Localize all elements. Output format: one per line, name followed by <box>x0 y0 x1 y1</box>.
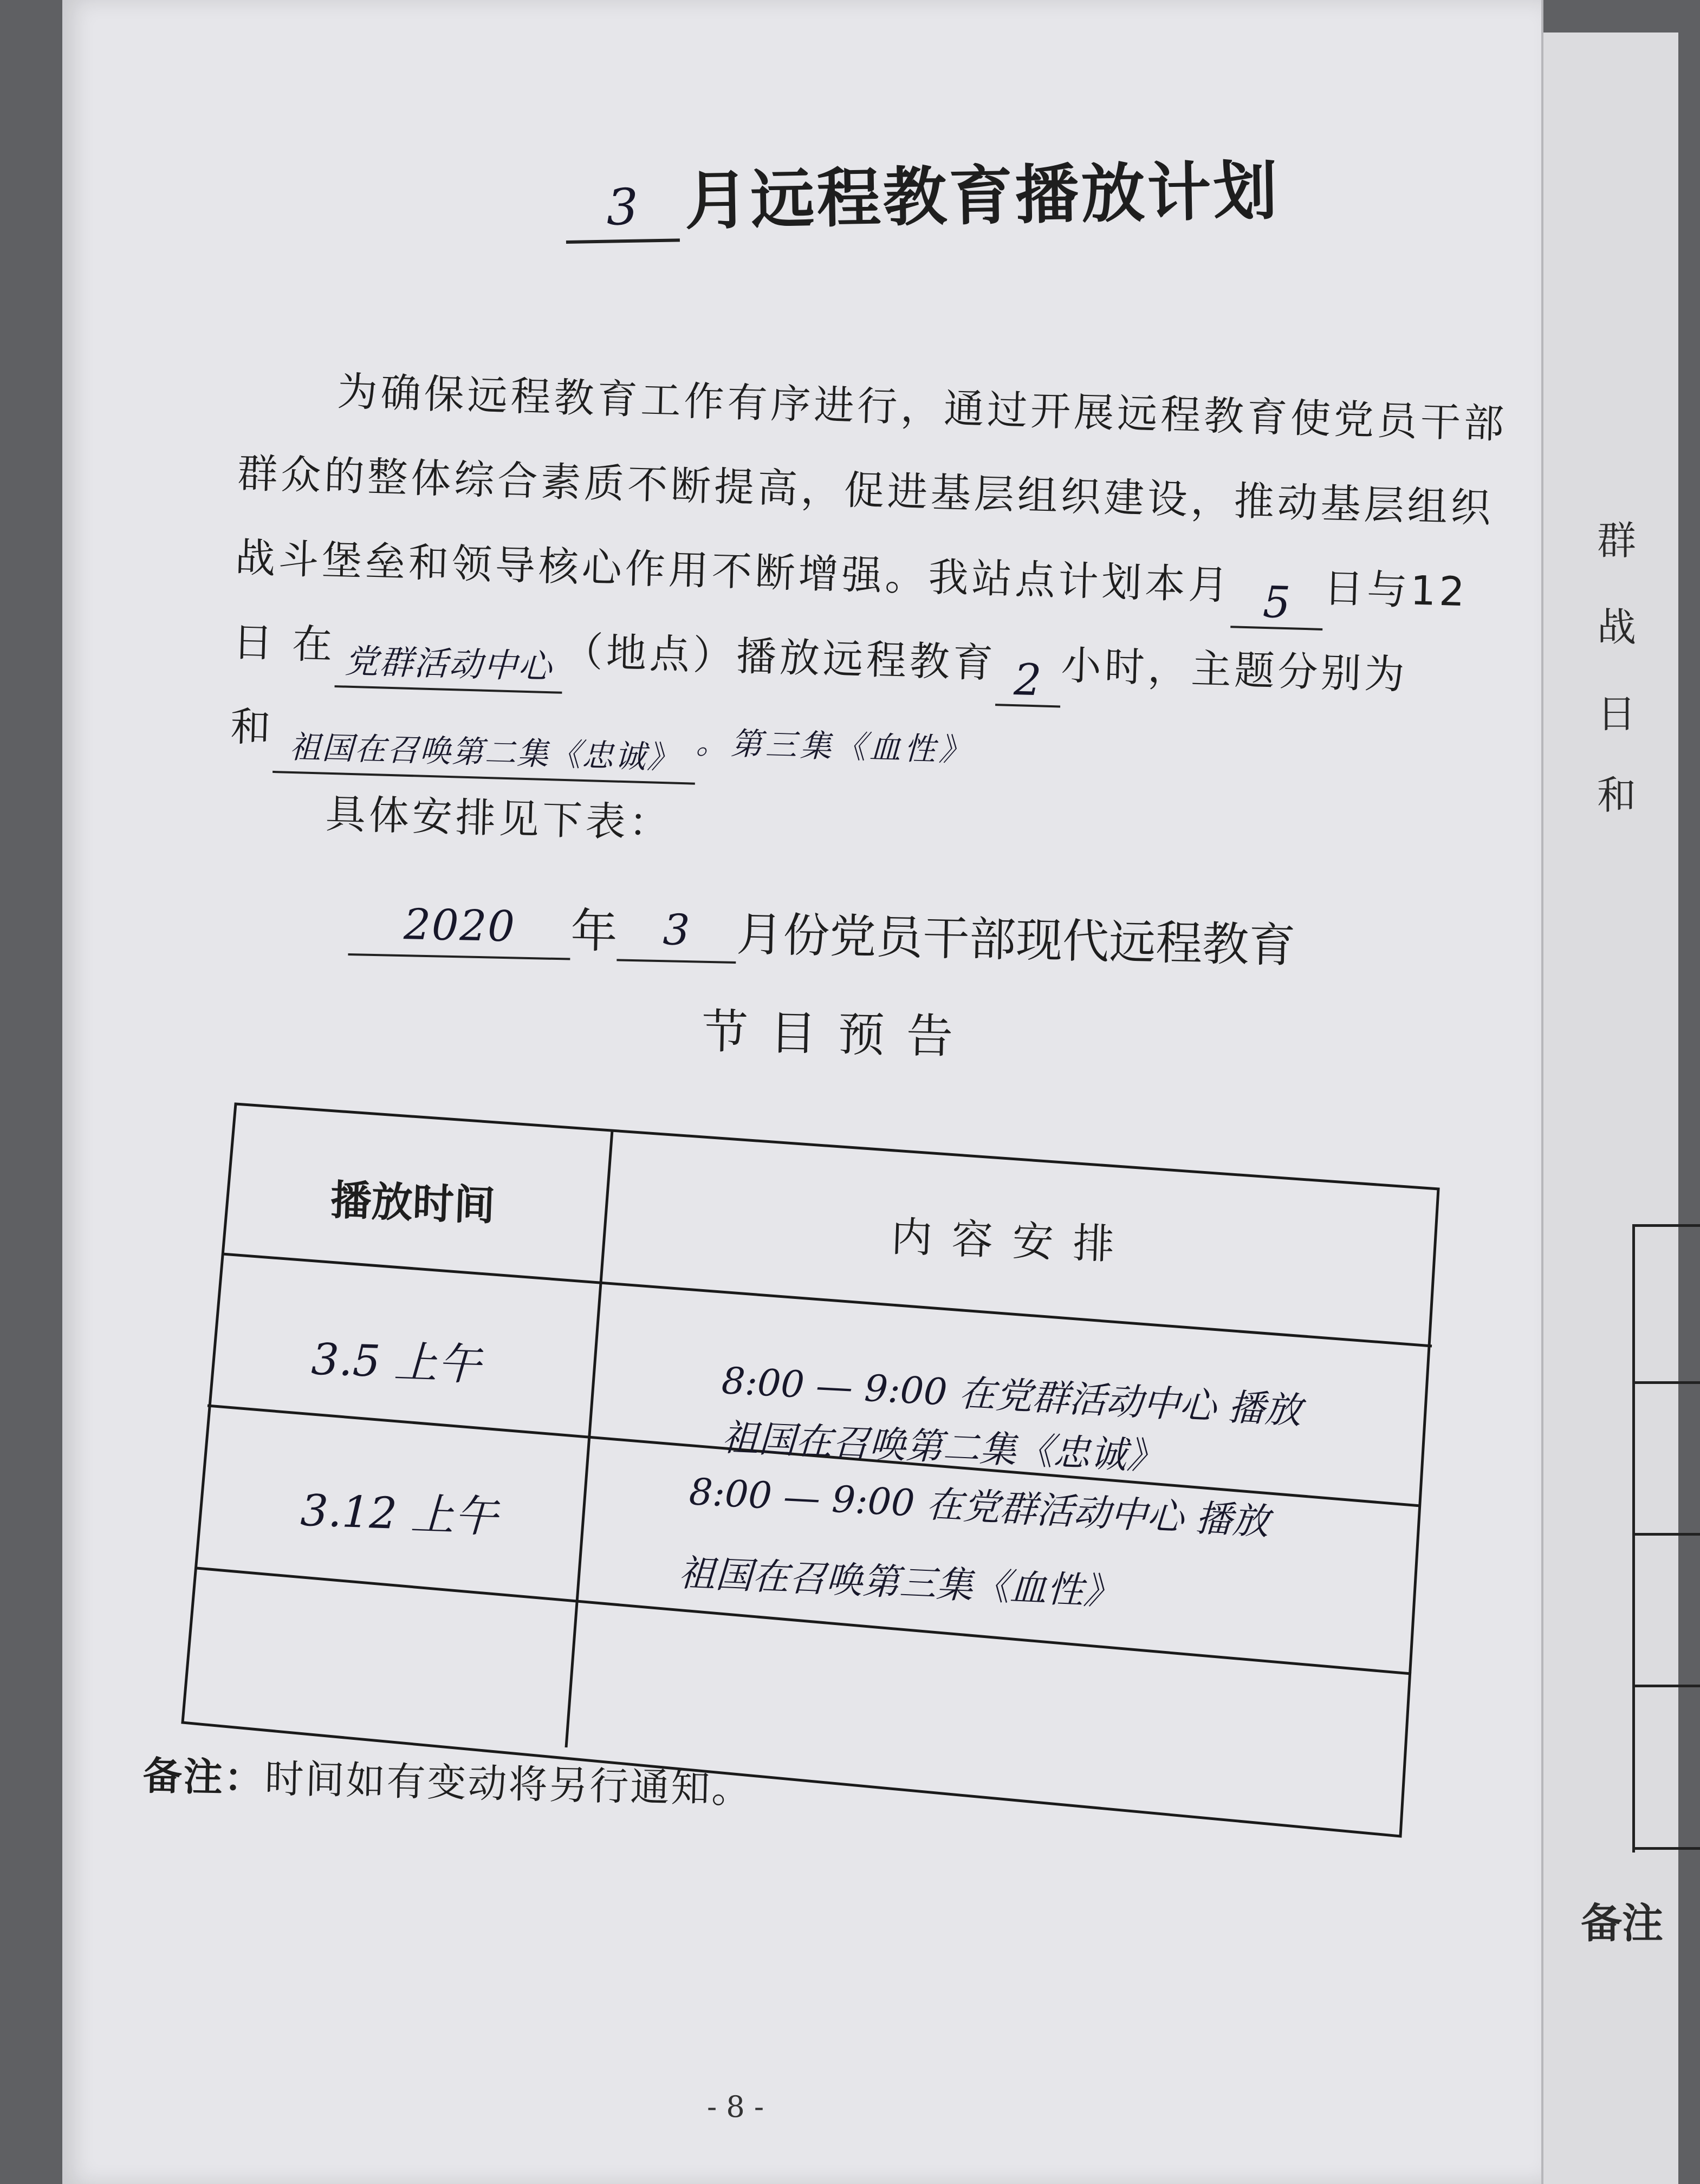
year-label: 年 <box>570 903 618 959</box>
paragraph-text: 日与12 <box>1323 564 1469 616</box>
neighbor-page-char: 战 <box>1597 604 1637 650</box>
topic-continuation: 。第三集《血性》 <box>695 724 974 769</box>
paragraph-text: 日 在 <box>232 619 336 669</box>
topic-blank: 祖国在召唤第二集《忠诚》 <box>272 722 696 785</box>
row-content-line: 祖国在召唤第二集《忠诚》 <box>721 1416 1165 1479</box>
schedule-title-text: 月份党员干部现代远程教育 <box>736 907 1296 973</box>
row-content-line: 8:00 — 9:00 在党群活动中心 播放 <box>721 1359 1303 1433</box>
neighbor-page-remark: 备注 <box>1581 1899 1663 1947</box>
paragraph-text: （地点）播放远程教育 <box>562 628 997 687</box>
schedule-month-blank: 3 <box>617 899 737 964</box>
row-content-line: 祖国在召唤第三集《血性》 <box>677 1551 1121 1614</box>
row-time: 3.5 上午 <box>310 1334 482 1390</box>
remark-text: 时间如有变动将另行通知。 <box>264 1756 753 1812</box>
row-content-line: 8:00 — 9:00 在党群活动中心 播放 <box>688 1470 1270 1544</box>
neighbor-page-char: 群 <box>1597 518 1637 563</box>
schedule-table-grid <box>62 0 1541 2184</box>
neighbor-page-char: 和 <box>1597 772 1637 818</box>
year-blank: 2020 <box>348 894 571 960</box>
arrangement-note: 具体安排见下表： <box>325 790 673 847</box>
neighbor-page <box>1536 32 1678 2184</box>
month-blank: 3 <box>565 177 680 244</box>
header-content: 内容安排 <box>890 1212 1135 1269</box>
page-number: - 8 - <box>707 2090 764 2124</box>
paragraph-text: 和 <box>230 703 275 751</box>
header-time: 播放时间 <box>329 1175 496 1230</box>
paragraph-line: 群众的整体综合素质不断提高，促进基层组织建设，推动基层组织 <box>237 450 1495 532</box>
day-blank: 5 <box>1230 577 1324 630</box>
paragraph-line: 为确保远程教育工作有序进行，通过开展远程教育使党员干部 <box>336 368 1508 448</box>
row-time: 3.12 上午 <box>300 1485 498 1543</box>
paragraph-text: 战斗堡垒和领导核心作用不断增强。我站点计划本月 <box>234 534 1232 609</box>
remark-label: 备注： <box>142 1752 265 1802</box>
schedule-subtitle: 节目预告 <box>700 1004 975 1065</box>
paragraph-text: 小时，主题分别为 <box>1060 642 1409 699</box>
neighbor-page-char: 日 <box>1597 691 1637 737</box>
document-page <box>62 0 1543 2184</box>
neighbor-page-table <box>1632 1224 1700 1852</box>
plan-title-text: 月远程教育播放计划 <box>684 153 1280 239</box>
place-blank: 党群活动中心 <box>334 636 563 694</box>
hours-blank: 2 <box>995 655 1062 707</box>
